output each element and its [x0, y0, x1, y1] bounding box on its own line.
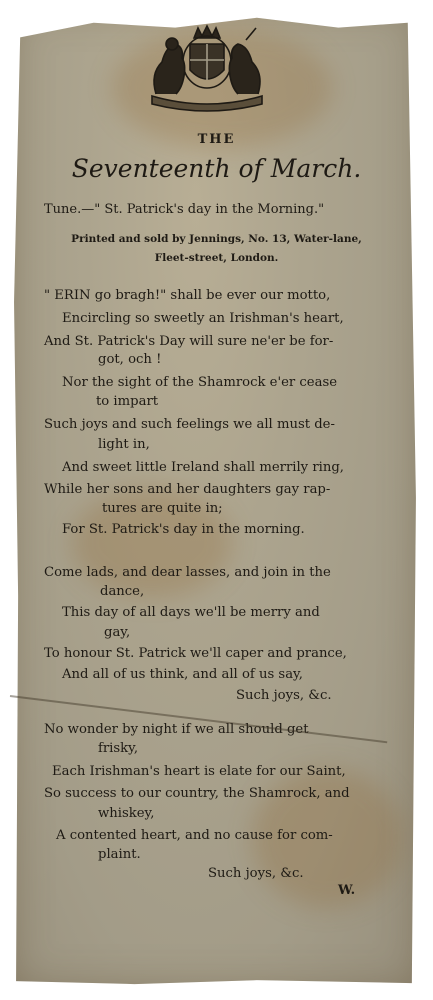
verse-1-line-3: And St. Patrick's Day will sure ne'er be for- — [44, 334, 334, 349]
royal-coat-of-arms-icon — [142, 24, 272, 112]
verse-1-line-10: While her sons and her daughters gay rap- — [44, 482, 331, 497]
verse-1-line-11: tures are quite in; — [102, 501, 223, 516]
verse-3-line-6: A contented heart, and no cause for com- — [56, 828, 333, 843]
verse-3-chorus: Such joys, &c. — [208, 866, 304, 881]
verse-2-line-3: This day of all days we'll be merry and — [62, 605, 320, 620]
verse-2-line-5: To honour St. Patrick we'll caper and prance, — [44, 646, 347, 661]
verse-1-line-9: And sweet little Ireland shall merrily ring, — [62, 460, 344, 475]
verse-2-line-6: And all of us think, and all of us say, — [62, 667, 303, 682]
verse-1-line-7: Such joys and such feelings we all must de- — [44, 417, 335, 432]
verse-1-line-8: light in, — [98, 437, 150, 452]
verse-2-line-2: dance, — [100, 584, 145, 599]
verse-3-line-7: plaint. — [98, 847, 141, 862]
verse-3-line-1: No wonder by night if we all should get — [44, 722, 309, 737]
author-signature: W. — [338, 883, 356, 898]
verse-2-line-1: Come lads, and dear lasses, and join in the — [44, 565, 331, 580]
verse-1-line-1: " ERIN go bragh!" shall be ever our motto, — [44, 288, 331, 303]
tune-line: Tune.—" St. Patrick's day in the Morning." — [44, 202, 325, 217]
verse-3-line-2: frisky, — [98, 741, 139, 756]
printer-line-2: Fleet-street, London. — [154, 252, 279, 264]
verse-2-chorus: Such joys, &c. — [236, 688, 332, 703]
verse-2-line-4: gay, — [104, 625, 131, 640]
verse-1-line-5: Nor the sight of the Shamrock e'er cease — [62, 375, 338, 390]
verse-3-line-3: Each Irishman's heart is elate for our Saint, — [52, 764, 346, 779]
verse-1-line-6: to impart — [96, 394, 159, 409]
page-title: Seventeenth of March. — [71, 154, 362, 183]
verse-3-line-4: So success to our country, the Shamrock, and — [44, 786, 350, 801]
verse-1-line-4: got, och ! — [98, 352, 162, 367]
verse-3-line-5: whiskey, — [98, 806, 155, 821]
title-prefix: THE — [197, 132, 236, 147]
verse-1-line-12: For St. Patrick's day in the morning. — [62, 522, 305, 537]
verse-1-line-2: Encircling so sweetly an Irishman's heart, — [62, 311, 344, 326]
printer-line-1: Printed and sold by Jennings, No. 13, Water-lane, — [71, 233, 362, 245]
